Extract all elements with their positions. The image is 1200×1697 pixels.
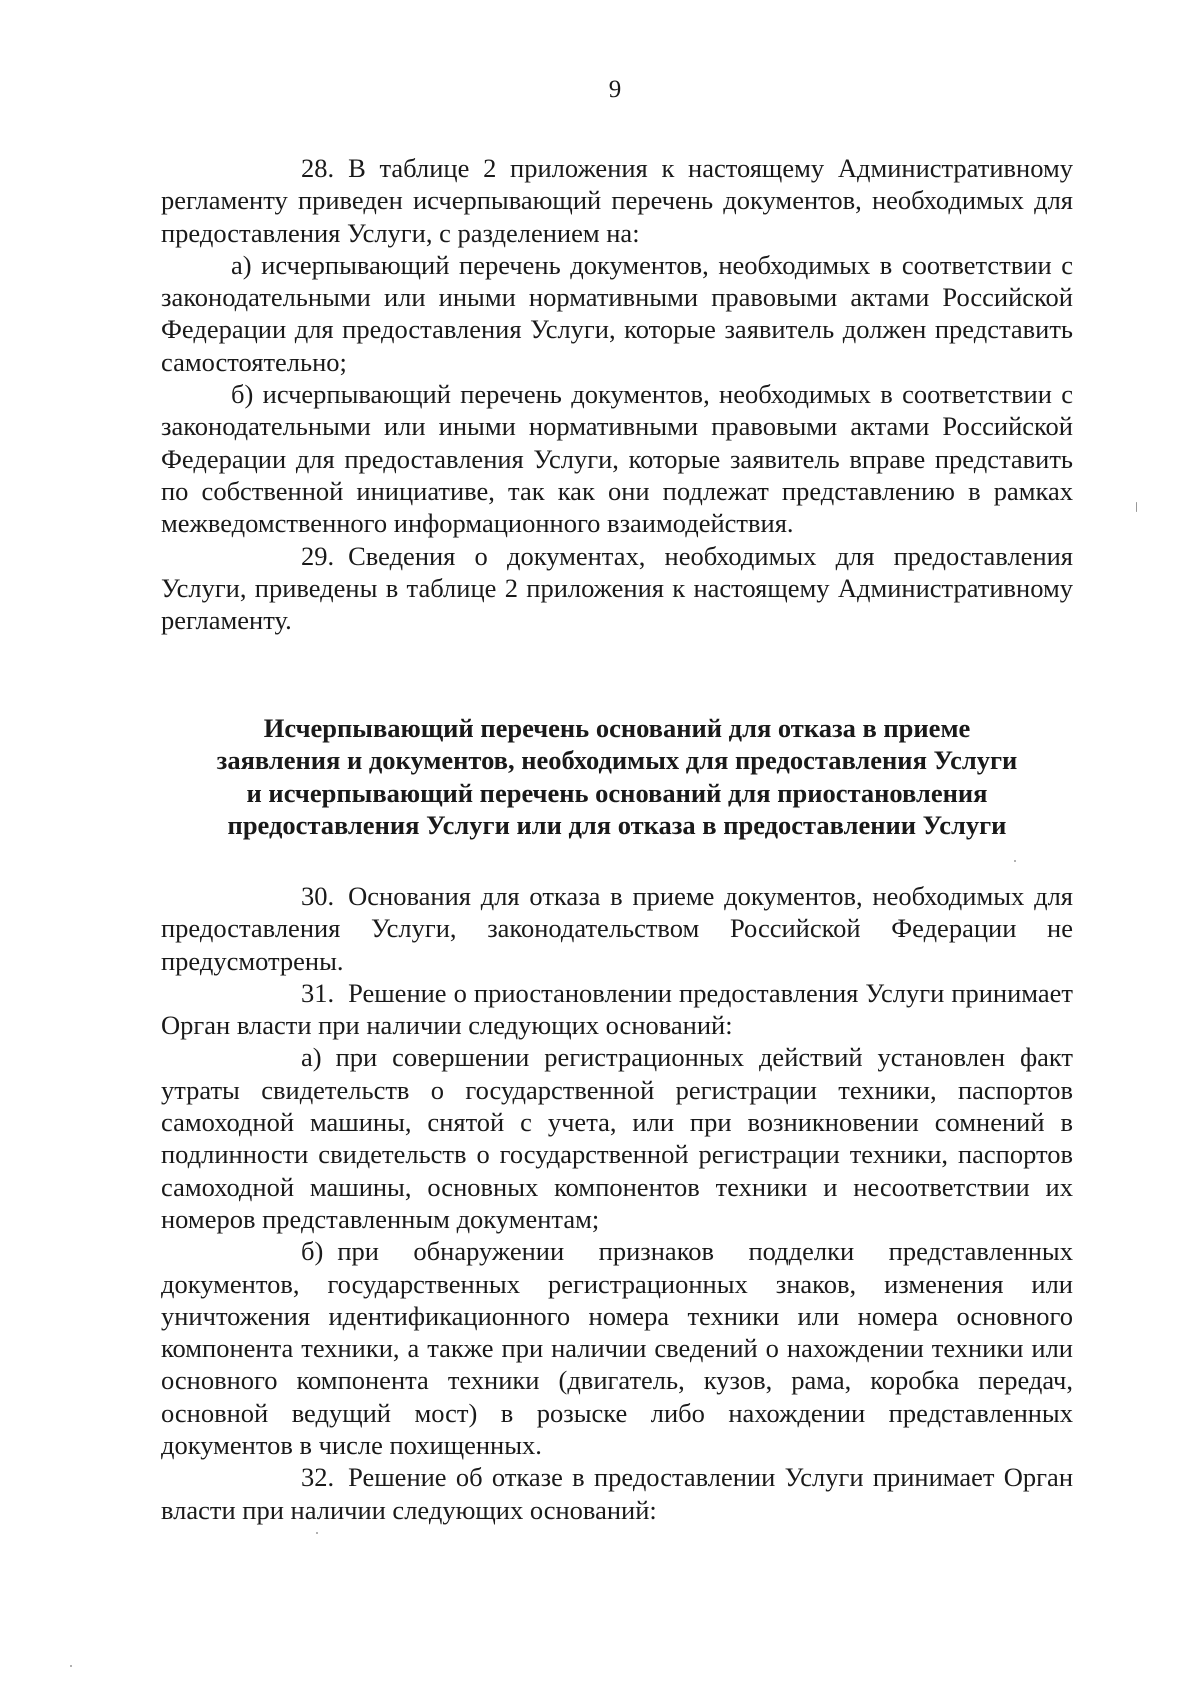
scan-speck [316,1532,318,1534]
page-number: 9 [608,76,622,103]
paragraph-number: б) [301,1236,324,1267]
paragraph-31 [161,977,1073,1042]
paragraph-text: а) исчерпывающий перечень документов, необходимых в соответствии с законодательными или иными нормативными правовыми актами Российской Федерации для предоставления Услуги, которые заявитель должен представить самостоятельно; [161,249,1073,377]
paragraph-text: Решение о приостановлении предоставления Услуги принимает Орган власти при наличии следующих оснований: [161,977,1073,1041]
paragraph-number: а) [301,1042,322,1073]
paragraph-28a [161,249,1073,378]
paragraph-text: б) исчерпывающий перечень документов, необходимых в соответствии с законодательными или иными нормативными правовыми актами Российской Федерации для предоставления Услуги, которые заявитель вправе представить по собственной инициативе, так как они подлежат представлению в рамках межведомственного информационного взаимодействия. [161,379,1073,539]
heading-line: предоставления Услуги или для отказа в предоставлении Услуги [227,809,1007,840]
paragraph-32 [161,1461,1073,1526]
scan-speck [70,1665,72,1667]
scan-speck [1014,860,1016,862]
paragraph-text: при совершении регистрационных действий установлен факт утраты свидетельств о государственной регистрации техники, паспортов самоходной машины, снятой с учета, или при возникновении сомнений в подлинности свидетельств о государственной регистрации техники, паспортов самоходной машины, основных компонентов техники и несоответствии их номеров представленным документам; [161,1042,1073,1234]
paragraph-text: Основания для отказа в приеме документов, необходимых для предоставления Услуги, законодательством Российской Федерации не предусмотрены. [161,881,1073,976]
paragraph-number: 32. [301,1462,335,1493]
paragraphs-top [161,152,1073,636]
heading-line: и исчерпывающий перечень оснований для приостановления [246,777,988,808]
heading-line: Исчерпывающий перечень оснований для отказа в приеме [263,713,971,743]
paragraph-text: Сведения о документах, необходимых для предоставления Услуги, приведены в таблице 2 приложения к настоящему Административному регламенту. [161,540,1073,636]
paragraph-28b [161,378,1073,539]
paragraph-number: 30. [301,881,335,911]
paragraph-number: 29. [301,540,335,571]
paragraph-text: Решение об отказе в предоставлении Услуги принимает Орган власти при наличии следующих оснований: [161,1462,1073,1525]
paragraph-31a [161,1041,1073,1235]
scan-speck [1136,502,1137,512]
section-heading [161,712,1073,841]
paragraph-28 [161,152,1073,249]
paragraph-31b [161,1235,1073,1461]
paragraph-number: 28. [301,153,335,183]
paragraph-text: при обнаружении признаков подделки представленных документов, государственных регистрационных знаков, изменения или уничтожения идентификационного номера техники или номера основного компонента техники, а также при наличии сведений о нахождении техники или основного компонента техники (двигатель, кузов, рама, коробка передач, основной ведущий мост) в розыске либо нахождении представленных документов в числе похищенных. [161,1236,1073,1461]
paragraphs-bottom [161,880,1073,1526]
paragraph-29 [161,540,1073,637]
paragraph-text: В таблице 2 приложения к настоящему Административному регламенту приведен исчерпывающий перечень документов, необходимых для предоставления Услуги, с разделением на: [161,153,1073,248]
paragraph-30 [161,880,1073,977]
heading-line: заявления и документов, необходимых для предоставления Услуги [216,745,1018,776]
paragraph-number: 31. [301,977,335,1008]
